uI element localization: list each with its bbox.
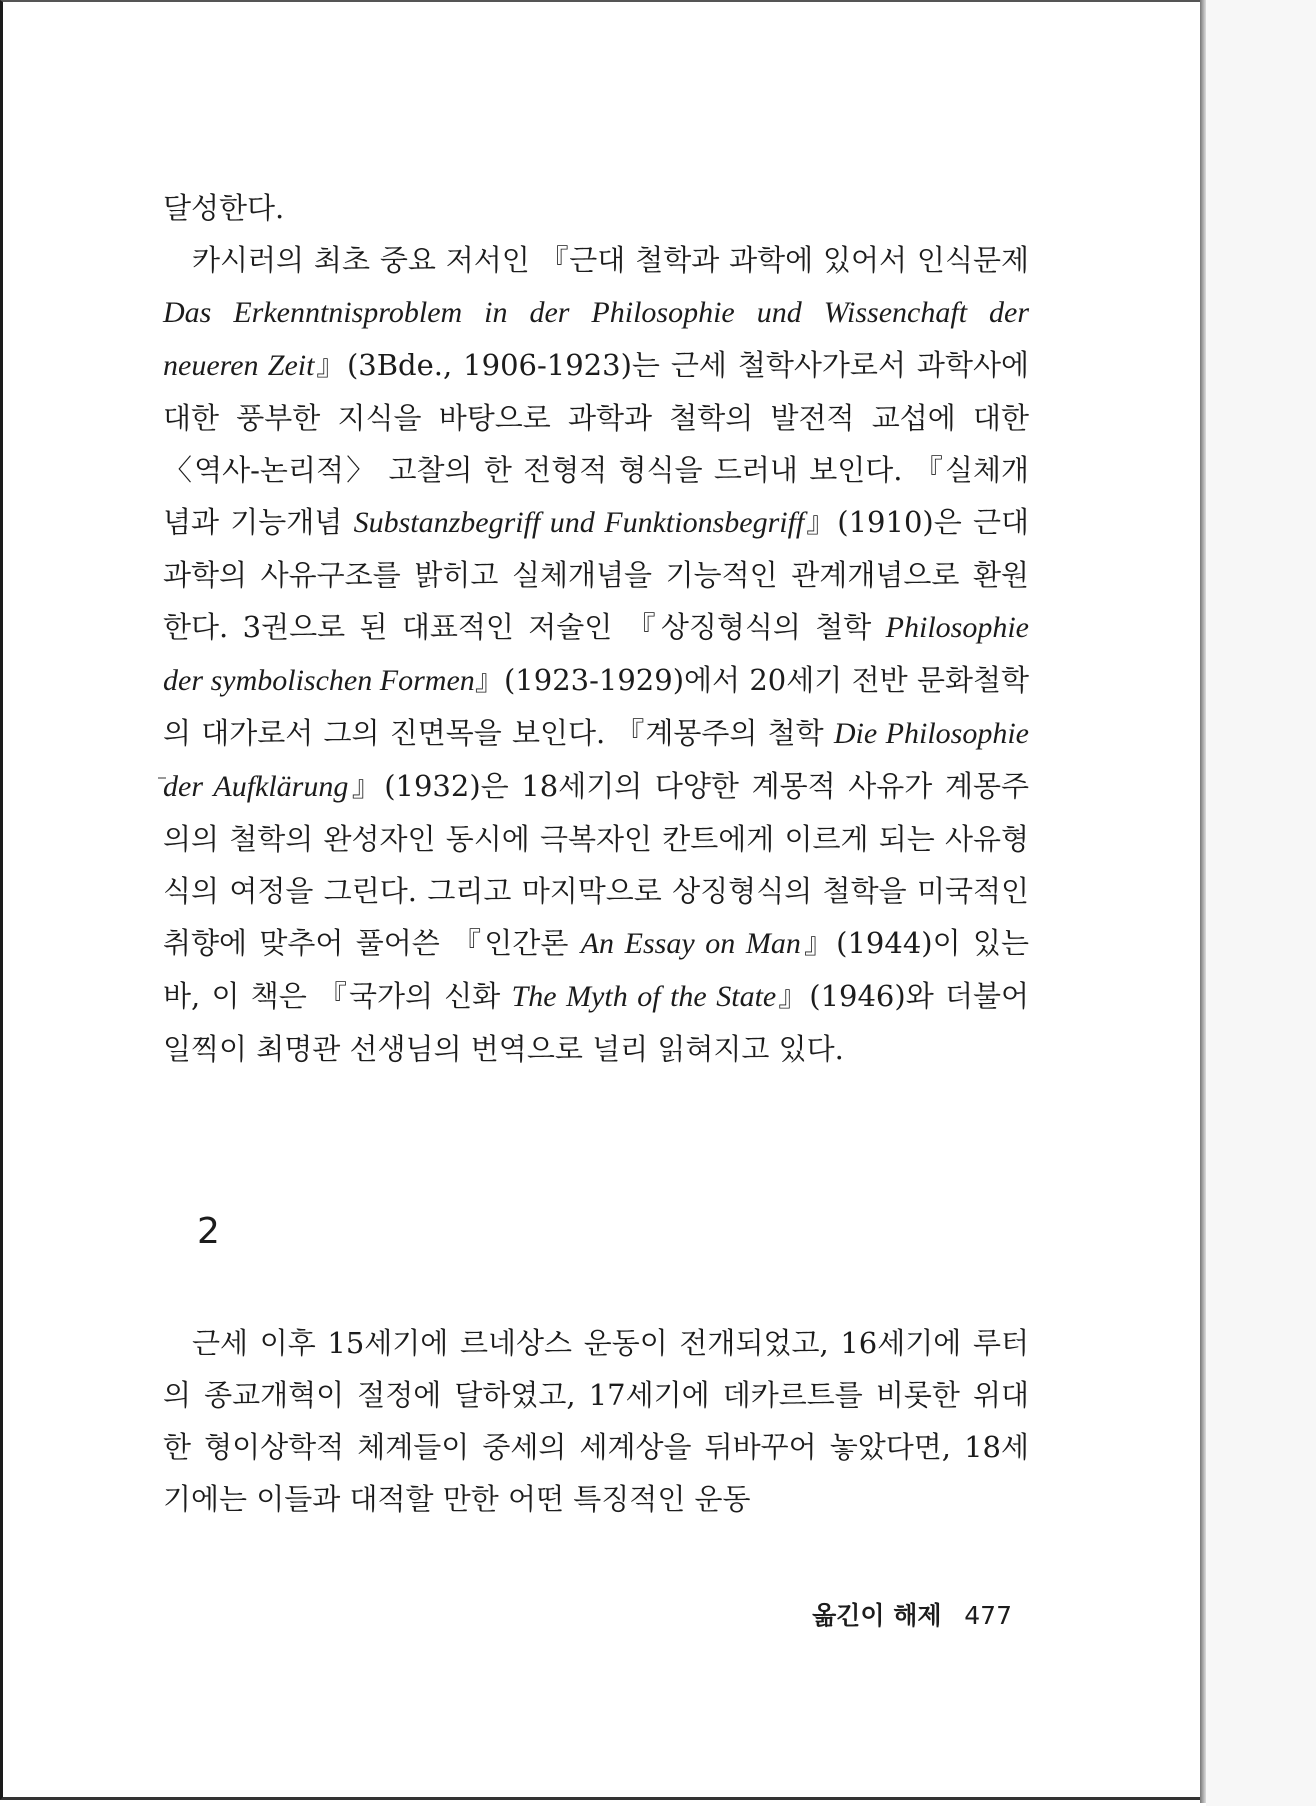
text-run: 』(3Bde., 1906-1923)는 근세 철학사가로서 과학사에 대한 풍부한 지식을 바탕으로 과학과 철학의 발전적 교섭에 대한 〈역사-논리적〉 고찰의 한 전형적 형식을 드러내 보인다. 『실체개념과 기능개념 — [163, 348, 1029, 539]
italic-title: The Myth of the State — [511, 980, 777, 1013]
italic-title: Philosophie der symbolischen Formen — [163, 611, 1029, 697]
italic-title: Die Philosophie der Aufklärung — [163, 717, 1029, 803]
running-footer — [812, 1596, 1012, 1632]
paragraph-modern-era — [163, 1317, 1029, 1525]
paragraph-continuation — [163, 182, 1029, 234]
text-run: 근세 이후 15세기에 르네상스 운동이 전개되었고, 16세기에 루터의 종교개혁이 절정에 달하였고, 17세기에 데카르트를 비롯한 위대한 형이상학적 체계들이 중세의 세계상을 뒤바꾸어 놓았다면, 18세기에는 이들과 대적할 만한 어떤 특징적인 운동 — [163, 1326, 1029, 1516]
footer-section-title: 옮긴이 해제 — [812, 1601, 942, 1630]
page-number: 477 — [964, 1601, 1012, 1630]
text-run: 달성한다. — [163, 191, 285, 225]
italic-title: Substanzbegriff und Funktionsbegriff — [353, 506, 805, 539]
italic-title: Das Erkenntnisproblem in der Philosophie und Wissenchaft der neueren Zeit — [163, 296, 1029, 382]
text-run: 』(1944)이 있는바, 이 책은 『국가의 신화 — [163, 926, 1029, 1013]
body-text-section-2 — [163, 1317, 1029, 1525]
italic-title: An Essay on Man — [580, 927, 801, 960]
text-run: 카시러의 최초 중요 저서인 『근대 철학과 과학에 있어서 인식문제 — [192, 243, 1029, 277]
text-run: 』(1932)은 18세기의 다양한 계몽적 사유가 계몽주의의 철학의 완성자인 동시에 극복자인 칸트에게 이르게 되는 사유형식의 여정을 그린다. 그리고 마지막으로 상징형식의 철학을 미국적인 취향에 맞추어 풀어쓴 『인간론 — [163, 769, 1029, 960]
section-number: 2 — [197, 1211, 220, 1252]
text-run: 』(1946)와 더불어 일찍이 최명관 선생님의 번역으로 널리 읽혀지고 있다. — [163, 979, 1029, 1066]
text-run: 』(1923-1929)에서 20세기 전반 문화철학의 대가로서 그의 진면목을 보인다. 『계몽주의 철학 — [163, 663, 1029, 750]
paragraph-cassirer-works — [163, 234, 1029, 1075]
text-run: 』(1910)은 근대과학의 사유구조를 밝히고 실체개념을 기능적인 관계개념으로 환원한다. 3권으로 된 대표적인 저술인 『상징형식의 철학 — [163, 505, 1029, 644]
body-text-before-section — [163, 182, 1029, 1075]
page-margin-background — [1206, 0, 1316, 1806]
